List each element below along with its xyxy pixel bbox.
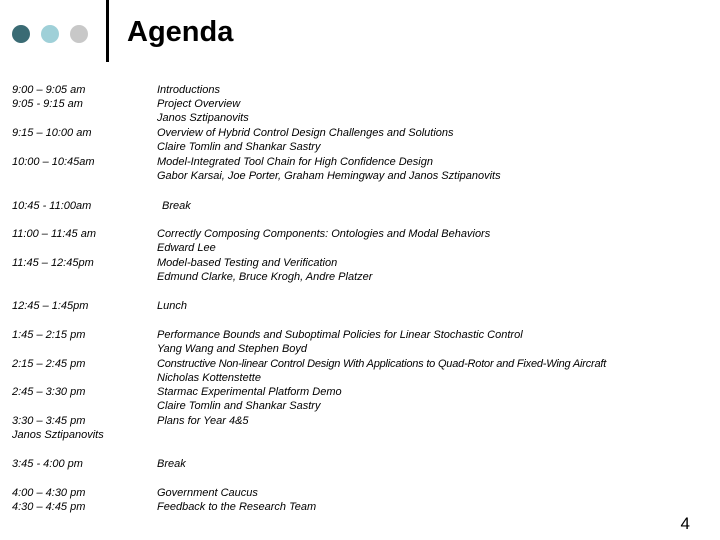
time-line: 3:45 - 4:00 pm <box>12 458 83 470</box>
time-line: Janos Sztipanovits <box>12 429 104 441</box>
logo-dot-dark <box>12 25 30 43</box>
desc-line: Break <box>162 200 191 212</box>
slide-title: Agenda <box>127 16 234 48</box>
desc-line: Lunch <box>157 300 187 312</box>
time-line: 9:00 – 9:05 am <box>12 84 86 96</box>
desc-line: Plans for Year 4&5 <box>157 415 249 427</box>
desc-line: Edward Lee <box>157 242 216 254</box>
time-line: 9:05 - 9:15 am <box>12 98 83 110</box>
desc-line: Performance Bounds and Suboptimal Policies for Linear Stochastic Control <box>157 329 523 341</box>
time-line: 11:45 – 12:45pm <box>12 257 94 269</box>
desc-line: Project Overview <box>157 98 241 110</box>
desc-line: Nicholas Kottenstette <box>157 372 261 384</box>
time-line: 2:45 – 3:30 pm <box>12 386 86 398</box>
time-line: 3:30 – 3:45 pm <box>12 415 86 427</box>
desc-line: Model-based Testing and Verification <box>157 257 338 269</box>
time-line: 2:15 – 2:45 pm <box>12 358 86 370</box>
time-line: 11:00 – 11:45 am <box>12 228 96 240</box>
time-line: 4:30 – 4:45 pm <box>12 501 86 513</box>
desc-line: Gabor Karsai, Joe Porter, Graham Hemingway and Janos Sztipanovits <box>157 170 501 182</box>
desc-line: Overview of Hybrid Control Design Challenges and Solutions <box>157 127 454 139</box>
time-line: 9:15 – 10:00 am <box>12 127 92 139</box>
desc-line: Correctly Composing Components: Ontologies and Modal Behaviors <box>157 228 491 240</box>
page-number: 4 <box>680 514 690 533</box>
desc-line: Edmund Clarke, Bruce Krogh, Andre Platzer <box>157 271 373 283</box>
time-line: 10:45 - 11:00am <box>12 200 92 212</box>
time-line: 12:45 – 1:45pm <box>12 300 89 312</box>
desc-line: Government Caucus <box>157 487 258 499</box>
title-divider <box>106 0 109 62</box>
logo-dot-gray <box>70 25 88 43</box>
desc-line: Starmac Experimental Platform Demo <box>157 386 342 398</box>
desc-line: Claire Tomlin and Shankar Sastry <box>157 400 321 412</box>
desc-line: Yang Wang and Stephen Boyd <box>157 343 308 355</box>
time-line: 4:00 – 4:30 pm <box>12 487 86 499</box>
desc-line: Model-Integrated Tool Chain for High Confidence Design <box>157 156 433 168</box>
desc-line: Janos Sztipanovits <box>157 112 249 124</box>
logo-dot-light <box>41 25 59 43</box>
desc-line: Break <box>157 458 186 470</box>
desc-line: Claire Tomlin and Shankar Sastry <box>157 141 321 153</box>
desc-line: Constructive Non-linear Control Design With Applications to Quad-Rotor and Fixed-Wing Aircraft <box>157 358 607 370</box>
time-line: 1:45 – 2:15 pm <box>12 329 86 341</box>
time-line: 10:00 – 10:45am <box>12 156 95 168</box>
desc-line: Feedback to the Research Team <box>157 501 317 513</box>
desc-line: Introductions <box>157 84 220 96</box>
